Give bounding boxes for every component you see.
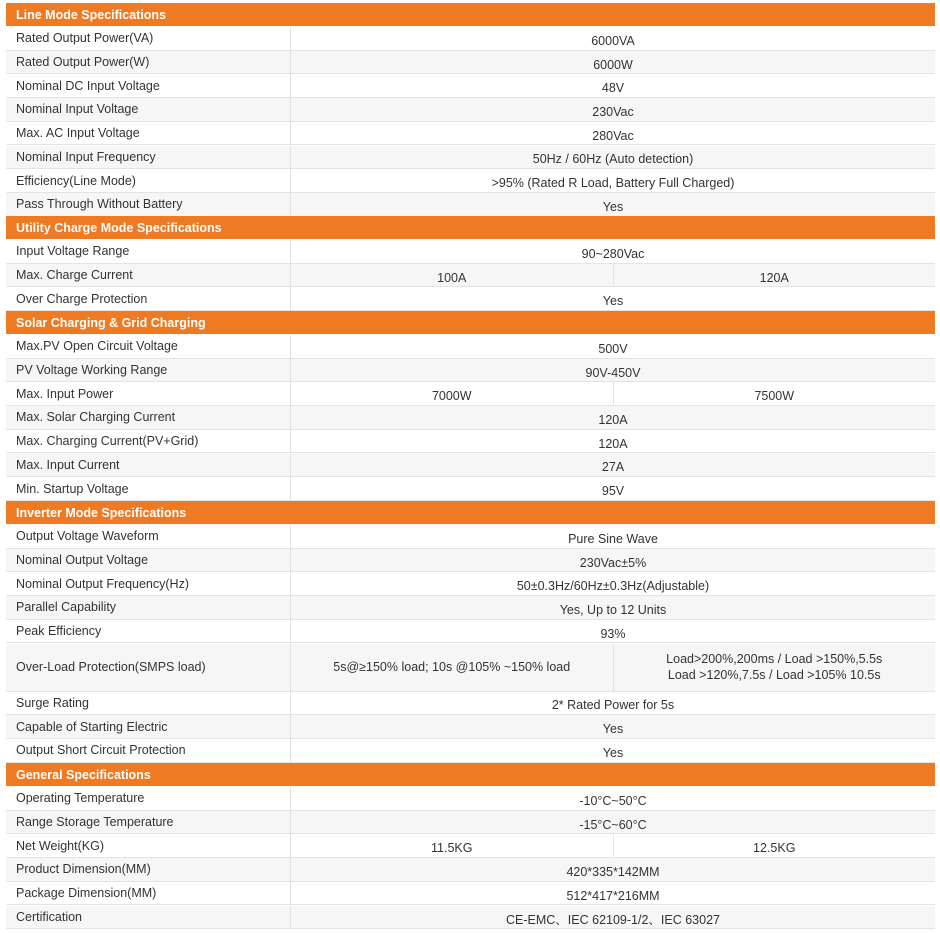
spec-label: Max. Input Power <box>6 382 291 405</box>
spec-value: 280Vac <box>592 128 634 143</box>
spec-label: Nominal Output Frequency(Hz) <box>6 572 291 595</box>
spec-value: 48V <box>601 81 625 96</box>
spec-row <box>6 477 935 501</box>
spec-row <box>6 287 935 311</box>
spec-value: 230Vac±5% <box>579 555 647 570</box>
spec-label: Efficiency(Line Mode) <box>6 169 291 192</box>
spec-label: Max. Input Current <box>6 454 291 477</box>
spec-value: 512*417*216MM <box>566 888 660 903</box>
spec-value: 500V <box>598 341 628 356</box>
spec-row <box>6 692 935 716</box>
spec-label: Nominal DC Input Voltage <box>6 74 291 97</box>
spec-value: Load>200%,200ms / Load >150%,5.5s Load >120%,7.5s / Load >105% 10.5s <box>613 644 936 691</box>
spec-values <box>291 27 935 50</box>
spec-row <box>6 382 935 406</box>
spec-row <box>6 525 935 549</box>
spec-values <box>291 596 935 619</box>
spec-values <box>291 335 935 358</box>
spec-row <box>6 264 935 288</box>
spec-row <box>6 335 935 359</box>
spec-value: 50±0.3Hz/60Hz±0.3Hz(Adjustable) <box>516 579 710 594</box>
spec-value: 11.5KG <box>431 841 473 856</box>
spec-value: 7500W <box>613 382 936 405</box>
spec-value: >95% (Rated R Load, Battery Full Charged) <box>491 176 735 191</box>
section-header: General Specifications <box>6 763 935 786</box>
spec-value: 6000VA <box>591 33 635 48</box>
spec-value: 120A <box>598 412 628 427</box>
spec-label: Min. Startup Voltage <box>6 477 291 500</box>
spec-row <box>6 572 935 596</box>
spec-value: Yes <box>602 294 624 309</box>
spec-value: 6000W <box>593 57 633 72</box>
spec-label: Rated Output Power(W) <box>6 51 291 74</box>
spec-values <box>291 51 935 74</box>
spec-values <box>291 74 935 97</box>
spec-values <box>291 287 935 310</box>
spec-label: Max. Solar Charging Current <box>6 406 291 429</box>
spec-values <box>291 359 935 382</box>
spec-label: Max.PV Open Circuit Voltage <box>6 335 291 358</box>
spec-value: -15°C~60°C <box>579 817 647 832</box>
spec-label: Rated Output Power(VA) <box>6 27 291 50</box>
spec-label: Certification <box>6 906 291 929</box>
spec-label: Max. Charge Current <box>6 264 291 287</box>
spec-values <box>291 715 935 738</box>
spec-row <box>6 193 935 217</box>
spec-row <box>6 787 935 811</box>
spec-values <box>291 477 935 500</box>
spec-value: 27A <box>601 460 625 475</box>
spec-values <box>291 882 935 905</box>
spec-values <box>291 146 935 169</box>
spec-value: 120A <box>598 436 628 451</box>
spec-label: Pass Through Without Battery <box>6 193 291 216</box>
spec-row <box>6 146 935 170</box>
spec-row <box>6 359 935 383</box>
spec-row <box>6 98 935 122</box>
spec-row <box>6 51 935 75</box>
spec-label: Max. Charging Current(PV+Grid) <box>6 430 291 453</box>
spec-values <box>291 906 935 929</box>
spec-row <box>6 811 935 835</box>
spec-value: -10°C~50°C <box>579 793 647 808</box>
spec-value: 90V-450V <box>585 365 641 380</box>
spec-row <box>6 27 935 51</box>
spec-row <box>6 834 935 858</box>
spec-label: Surge Rating <box>6 692 291 715</box>
spec-values <box>291 620 935 643</box>
spec-label: Parallel Capability <box>6 596 291 619</box>
spec-values <box>291 98 935 121</box>
spec-values <box>291 572 935 595</box>
spec-values <box>291 787 935 810</box>
spec-label: Capable of Starting Electric <box>6 715 291 738</box>
spec-value: Yes <box>602 745 624 760</box>
spec-row <box>6 549 935 573</box>
spec-row <box>6 406 935 430</box>
spec-label: Nominal Input Frequency <box>6 146 291 169</box>
spec-label: PV Voltage Working Range <box>6 359 291 382</box>
spec-value: Yes, Up to 12 Units <box>559 602 667 617</box>
spec-value: 120A <box>613 264 936 287</box>
spec-label: Output Short Circuit Protection <box>6 739 291 762</box>
spec-values <box>291 454 935 477</box>
spec-values <box>291 644 935 691</box>
spec-value: 100A <box>437 270 467 285</box>
spec-row <box>6 739 935 763</box>
spec-value: 5s@≥150% load; 10s @105% ~150% load <box>333 660 571 674</box>
spec-values <box>291 430 935 453</box>
spec-values <box>291 382 935 405</box>
spec-label: Package Dimension(MM) <box>6 882 291 905</box>
spec-values <box>291 525 935 548</box>
spec-row <box>6 240 935 264</box>
spec-value: 420*335*142MM <box>566 864 660 879</box>
spec-label: Range Storage Temperature <box>6 811 291 834</box>
spec-value: Yes <box>602 722 624 737</box>
spec-value: Yes <box>602 199 624 214</box>
spec-values <box>291 406 935 429</box>
section-header: Solar Charging & Grid Charging <box>6 311 935 334</box>
spec-row <box>6 74 935 98</box>
spec-label: Operating Temperature <box>6 787 291 810</box>
spec-values <box>291 193 935 216</box>
spec-row <box>6 644 935 692</box>
spec-values <box>291 122 935 145</box>
spec-row <box>6 430 935 454</box>
spec-value: 90~280Vac <box>581 246 645 261</box>
spec-values <box>291 692 935 715</box>
spec-value: 2* Rated Power for 5s <box>551 698 675 713</box>
spec-label: Over-Load Protection(SMPS load) <box>6 644 291 691</box>
spec-value: 7000W <box>431 389 472 404</box>
spec-values <box>291 240 935 263</box>
spec-values <box>291 811 935 834</box>
spec-label: Nominal Input Voltage <box>6 98 291 121</box>
spec-value: 50Hz / 60Hz (Auto detection) <box>532 152 694 167</box>
spec-label: Max. AC Input Voltage <box>6 122 291 145</box>
spec-label: Output Voltage Waveform <box>6 525 291 548</box>
spec-row <box>6 454 935 478</box>
spec-value: 12.5KG <box>613 834 936 857</box>
spec-values <box>291 739 935 762</box>
section-header: Line Mode Specifications <box>6 3 935 26</box>
spec-label: Nominal Output Voltage <box>6 549 291 572</box>
spec-row <box>6 620 935 644</box>
spec-value: CE-EMC、IEC 62109-1/2、IEC 63027 <box>506 913 720 928</box>
spec-label: Net Weight(KG) <box>6 834 291 857</box>
spec-row <box>6 169 935 193</box>
spec-row <box>6 858 935 882</box>
spec-row <box>6 882 935 906</box>
spec-value: 93% <box>600 626 626 641</box>
spec-label: Over Charge Protection <box>6 287 291 310</box>
spec-row <box>6 596 935 620</box>
spec-label: Input Voltage Range <box>6 240 291 263</box>
spec-value: 230Vac <box>592 104 634 119</box>
spec-row <box>6 906 935 930</box>
spec-values <box>291 834 935 857</box>
spec-values <box>291 858 935 881</box>
spec-label: Peak Efficiency <box>6 620 291 643</box>
spec-values <box>291 264 935 287</box>
spec-value: 95V <box>601 484 625 499</box>
spec-value: Pure Sine Wave <box>568 531 658 546</box>
spec-values <box>291 549 935 572</box>
spec-row <box>6 122 935 146</box>
section-header: Utility Charge Mode Specifications <box>6 216 935 239</box>
spec-row <box>6 715 935 739</box>
spec-values <box>291 169 935 192</box>
section-header: Inverter Mode Specifications <box>6 501 935 524</box>
spec-label: Product Dimension(MM) <box>6 858 291 881</box>
